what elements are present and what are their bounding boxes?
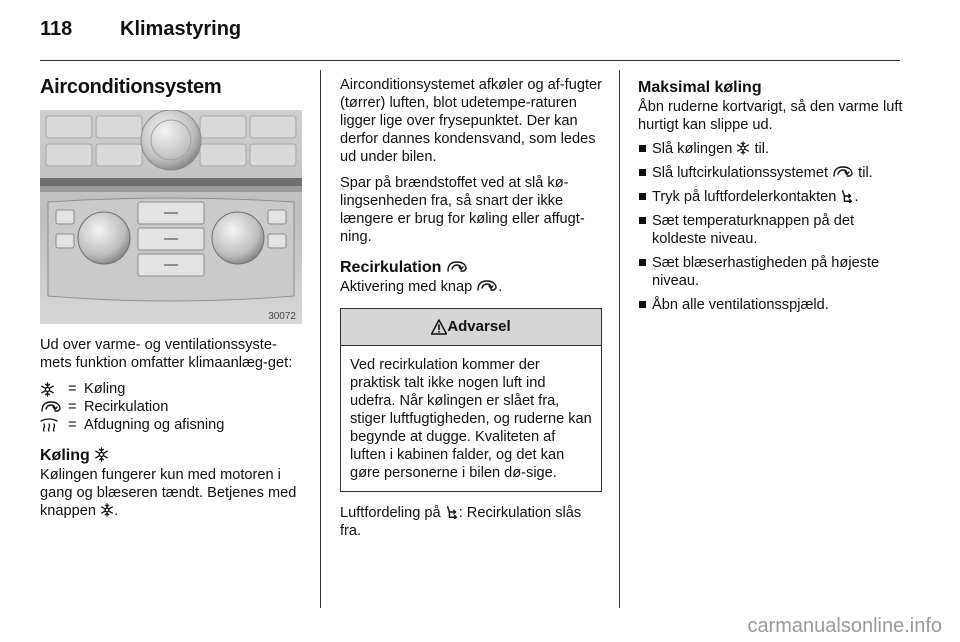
section-title: Airconditionsystem [40, 76, 222, 98]
step-text-end: . [854, 189, 859, 205]
recirculation-icon [40, 400, 62, 414]
recirculation-icon [832, 165, 854, 179]
page-number: 118 [40, 18, 73, 40]
step-text: Slå kølingen [652, 141, 733, 157]
recirculation-icon [476, 279, 498, 293]
warning-text: Ved recirkulation kommer der praktisk talt ikke nogen luft ind udefra. Når kølingen er slået fra, stiger luftfugtigheden, og ruderne kan begynde at dugge. Kvaliteten af luften i kabinen falder, og det kan gøre personerne i bilen dø-sige. [350, 357, 592, 481]
cooling-text-main: Kølingen fungerer kun med motoren i gang og blæseren tændt. Betjenes med knappen [40, 467, 297, 519]
snowflake-icon [736, 141, 750, 155]
column-2 [340, 76, 602, 548]
recirculation-activation [340, 278, 602, 296]
warning-header [341, 309, 601, 346]
max-cooling-heading: Maksimal køling [638, 79, 762, 96]
legend-row [40, 380, 302, 398]
recirculation-icon [446, 260, 468, 274]
snowflake-icon [94, 447, 109, 462]
warning-icon [431, 319, 447, 335]
column-1 [40, 76, 302, 528]
recirculation-activation-text: Aktivering med knap [340, 279, 473, 295]
air-distribution-text-start: Luftfordeling på [340, 505, 441, 521]
ac-description: Airconditionsystemet afkøler og af-fugter (tørrer) luften, blot udetempe-raturen ligger lige over frysepunktet. Der kan derfor dannes kondensvand, som ledes ud under bilen. [340, 77, 602, 165]
air-distribution-icon [445, 505, 459, 519]
column-divider [320, 70, 321, 608]
snowflake-icon [100, 503, 114, 517]
step-text: Slå luftcirkulationssystemet [652, 165, 829, 181]
step-text-end: til. [858, 165, 873, 181]
legend-label: Recirkulation [84, 399, 169, 415]
column-3 [638, 76, 904, 320]
symbol-legend [40, 380, 302, 434]
legend-equals: = [68, 381, 77, 397]
legend-row [40, 416, 302, 434]
recirculation-heading-text: Recirkulation [340, 259, 442, 276]
list-item [638, 164, 904, 182]
legend-row [40, 398, 302, 416]
list-item [638, 188, 904, 206]
page-header [40, 18, 241, 48]
recirculation-activation-end: . [498, 279, 503, 295]
cooling-heading-text: Køling [40, 447, 90, 464]
cooling-text-end: . [114, 503, 119, 519]
watermark: carmanualsonline.info [747, 615, 942, 637]
cooling-text [40, 466, 302, 520]
air-distribution-text-end: : Recirkulation slås fra. [340, 505, 582, 539]
air-distribution-text [340, 504, 602, 540]
defog-icon [40, 418, 58, 432]
step-text-end: til. [754, 141, 770, 157]
cooling-heading [40, 446, 302, 466]
step-text: Tryk på luftfordelerkontakten [652, 189, 837, 205]
snowflake-icon [40, 382, 55, 397]
legend-equals: = [68, 417, 77, 433]
legend-equals: = [68, 399, 77, 415]
list-item: Åbn alle ventilationsspjæld. [638, 296, 904, 314]
intro-text: Ud over varme- og ventilationssyste-mets funktion omfatter klimaanlæg-get: [40, 337, 293, 371]
chapter-title: Klimastyring [120, 18, 242, 40]
legend-label: Køling [84, 381, 126, 397]
warning-title: Advarsel [447, 318, 511, 335]
air-distribution-icon [840, 189, 854, 203]
column-divider [619, 70, 620, 608]
max-cooling-steps [638, 140, 904, 314]
figure-number: 30072 [268, 311, 296, 322]
header-rule [40, 60, 900, 61]
fuel-saving-text: Spar på brændstoffet ved at slå kø-lingsenheden fra, så snart der ikke længere er brug for køling eller affugt-ning. [340, 175, 585, 245]
legend-label: Afdugning og afisning [84, 417, 225, 433]
recirculation-heading [340, 258, 602, 278]
list-item: Sæt blæserhastigheden på højeste niveau. [638, 254, 904, 290]
climate-control-panel-photo [40, 110, 302, 324]
warning-box [340, 308, 602, 492]
max-cooling-intro: Åbn ruderne kortvarigt, så den varme luft hurtigt kan slippe ud. [638, 99, 903, 133]
list-item: Sæt temperaturknappen på det koldeste niveau. [638, 212, 904, 248]
list-item [638, 140, 904, 158]
